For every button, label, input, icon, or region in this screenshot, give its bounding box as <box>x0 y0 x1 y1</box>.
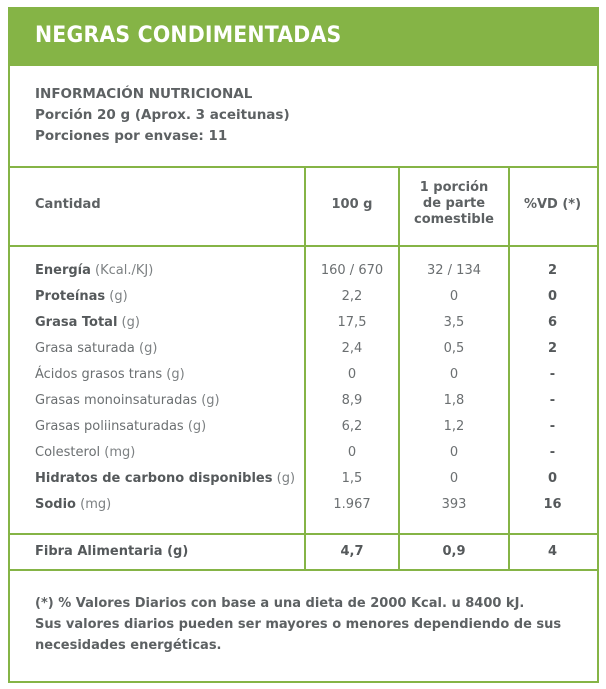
value-100g: 0 <box>347 367 357 382</box>
nutrient-label <box>35 362 185 388</box>
nutrient-label <box>35 414 206 440</box>
value-vd: - <box>549 445 556 460</box>
table-row <box>10 284 597 310</box>
nutrient-name: Proteínas <box>35 289 106 304</box>
value-vd: 0 <box>547 471 558 486</box>
fibra-value-portion: 0,9 <box>442 544 466 559</box>
nutrient-unit: (g) <box>276 471 296 486</box>
value-portion: 3,5 <box>443 315 465 330</box>
nutrition-label-card <box>8 7 599 683</box>
nutrient-name: Grasas monoinsaturadas <box>35 393 198 408</box>
value-portion: 1,2 <box>443 419 465 434</box>
nutrient-unit: (mg) <box>80 497 112 512</box>
value-100g: 2,4 <box>341 341 363 356</box>
value-vd: - <box>549 393 556 408</box>
nutrient-label <box>35 310 140 336</box>
table-row <box>10 388 597 414</box>
table-row <box>10 310 597 336</box>
table-row <box>10 440 597 466</box>
column-header-100g: 100 g <box>331 197 373 212</box>
nutrient-name: Energía <box>35 263 91 278</box>
value-portion: 32 / 134 <box>427 263 481 278</box>
value-portion: 0 <box>449 445 459 460</box>
value-100g: 17,5 <box>337 315 367 330</box>
value-vd: 2 <box>547 263 558 278</box>
value-100g: 160 / 670 <box>320 263 384 278</box>
nutrient-unit: (g) <box>121 315 140 330</box>
column-header-quantity: Cantidad <box>35 197 101 212</box>
value-vd: 6 <box>547 315 558 330</box>
fibra-row <box>10 537 597 567</box>
value-portion: 1,8 <box>443 393 465 408</box>
column-header-portion <box>400 180 508 228</box>
nutrient-unit: (g) <box>139 341 158 356</box>
value-100g: 2,2 <box>341 289 363 304</box>
nutrient-label <box>35 336 157 362</box>
footnote-line-2: Sus valores diarios pueden ser mayores o menores dependiendo de sus <box>35 617 562 632</box>
fibra-label: Fibra Alimentaria (g) <box>35 544 189 559</box>
column-header-vd: %VD (*) <box>523 197 582 212</box>
nutrient-name: Grasa Total <box>35 315 118 330</box>
value-portion: 0,5 <box>443 341 465 356</box>
table-row <box>10 362 597 388</box>
nutrient-label <box>35 466 295 492</box>
title-bar <box>10 9 597 66</box>
value-vd: 2 <box>547 341 558 356</box>
fibra-value-100g: 4,7 <box>340 544 364 559</box>
nutrient-label <box>35 258 153 284</box>
value-100g: 1,5 <box>341 471 363 486</box>
nutrient-name: Grasas poliinsaturadas <box>35 419 184 434</box>
table-row <box>10 414 597 440</box>
value-portion: 393 <box>441 497 467 512</box>
nutrient-unit: (g) <box>109 289 128 304</box>
value-100g: 8,9 <box>341 393 363 408</box>
footnote-line-3: necesidades energéticas. <box>35 638 222 653</box>
column-header-portion-line3: comestible <box>414 212 494 227</box>
nutrition-info-heading: INFORMACIÓN NUTRICIONAL <box>35 86 253 102</box>
nutrient-unit: (g) <box>166 367 185 382</box>
column-header-portion-line2: de parte <box>422 196 486 211</box>
table-row <box>10 336 597 362</box>
nutrient-unit: (mg) <box>104 445 136 460</box>
value-100g: 0 <box>347 445 357 460</box>
value-portion: 0 <box>449 367 459 382</box>
footnote-line-1: (*) % Valores Diarios con base a una dieta de 2000 Kcal. u 8400 kJ. <box>35 596 525 611</box>
nutrient-unit: (Kcal./KJ) <box>95 263 154 278</box>
footnote <box>35 593 585 656</box>
nutrient-name: Colesterol <box>35 445 101 460</box>
value-100g: 6,2 <box>341 419 363 434</box>
fibra-value-vd: 4 <box>547 544 558 559</box>
nutrient-label <box>35 492 111 518</box>
table-row <box>10 492 597 518</box>
value-vd: - <box>549 367 556 382</box>
value-100g: 1.967 <box>333 497 371 512</box>
nutrient-name: Sodio <box>35 497 76 512</box>
nutrient-unit: (g) <box>201 393 220 408</box>
nutrition-info-block <box>35 84 290 147</box>
portion-size: Porción 20 g (Aprox. 3 aceitunas) <box>35 107 290 123</box>
nutrient-label <box>35 284 128 310</box>
nutrient-label <box>35 440 135 466</box>
table-row <box>10 466 597 492</box>
value-vd: - <box>549 419 556 434</box>
nutrient-unit: (g) <box>187 419 207 434</box>
nutrient-name: Grasa saturada <box>35 341 135 356</box>
product-title: NEGRAS CONDIMENTADAS <box>35 23 342 48</box>
nutrient-name: Hidratos de carbono disponibles <box>35 471 273 486</box>
value-vd: 0 <box>547 289 558 304</box>
nutrient-label <box>35 388 220 414</box>
value-portion: 0 <box>449 289 459 304</box>
servings-per-package: Porciones por envase: 11 <box>35 128 228 144</box>
value-portion: 0 <box>449 471 459 486</box>
table-row <box>10 258 597 284</box>
nutrient-name: Ácidos grasos trans <box>35 367 163 382</box>
column-header-portion-line1: 1 porción <box>419 180 489 195</box>
value-vd: 16 <box>543 497 562 512</box>
